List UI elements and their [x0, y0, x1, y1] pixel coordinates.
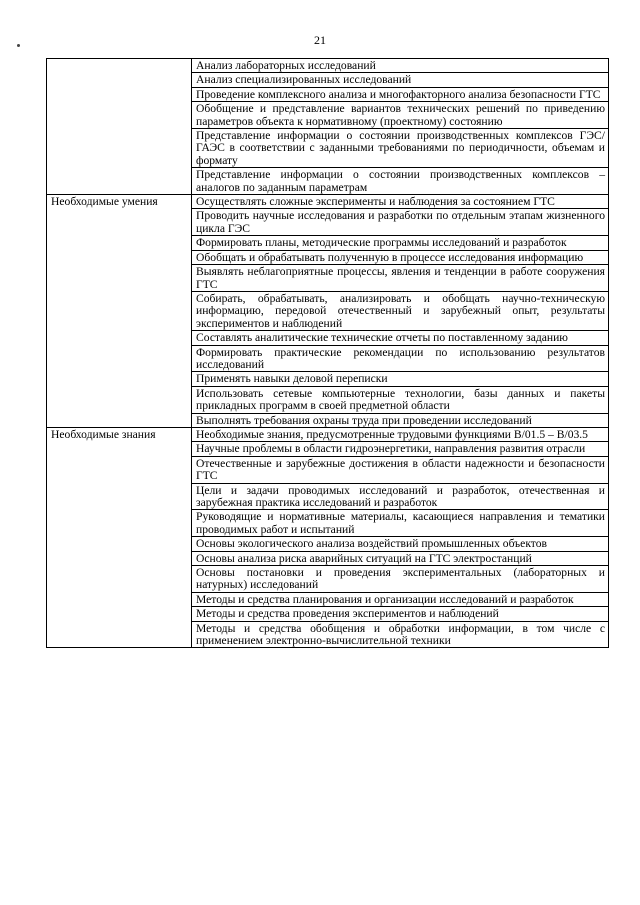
requirement-item: Составлять аналитические технические отчеты по поставленному заданию — [192, 331, 609, 345]
requirement-item: Основы экологического анализа воздействий промышленных объектов — [192, 537, 609, 551]
requirement-item: Методы и средства проведения экспериментов и наблюдений — [192, 607, 609, 621]
requirement-item: Методы и средства планирования и организации исследований и разработок — [192, 592, 609, 606]
requirement-item: Основы анализа риска аварийных ситуаций на ГТС электростанций — [192, 551, 609, 565]
requirement-item: Проводить научные исследования и разработки по отдельным этапам жизненного цикла ГЭС — [192, 209, 609, 236]
table-row — [47, 427, 609, 441]
requirement-item: Собирать, обрабатывать, анализировать и обобщать научно-техническую информацию, передовой отечественный и зарубежный опыт, результаты экспериментов и наблюдений — [192, 291, 609, 330]
requirement-item: Обобщать и обрабатывать полученную в процессе исследования информацию — [192, 250, 609, 264]
requirement-item: Формировать планы, методические программы исследований и разработок — [192, 236, 609, 250]
requirement-item: Методы и средства обобщения и обработки информации, в том числе с применением электронно-вычислительной техники — [192, 621, 609, 648]
requirement-item: Представление информации о состоянии производственных комплексов – аналогов по заданным параметрам — [192, 168, 609, 195]
requirement-item: Осуществлять сложные эксперименты и наблюдения за состоянием ГТС — [192, 195, 609, 209]
requirement-item: Формировать практические рекомендации по использованию результатов исследований — [192, 345, 609, 372]
requirement-item: Выявлять неблагоприятные процессы, явления и тенденции в работе сооружения ГТС — [192, 265, 609, 292]
requirement-item: Выполнять требования охраны труда при проведении исследований — [192, 413, 609, 427]
requirement-item: Научные проблемы в области гидроэнергетики, направления развития отрасли — [192, 442, 609, 456]
requirement-item: Использовать сетевые компьютерные технологии, базы данных и пакеты прикладных программ в своей предметной области — [192, 386, 609, 413]
requirement-item: Обобщение и представление вариантов технических решений по приведению параметров объекта к нормативному (проектному) состоянию — [192, 102, 609, 129]
requirement-item: Руководящие и нормативные материалы, касающиеся направления и тематики проводимых работ и испытаний — [192, 510, 609, 537]
table-row — [47, 59, 609, 73]
requirement-item: Основы постановки и проведения экспериментальных (лабораторных и натурных) исследований — [192, 566, 609, 593]
scan-mark — [17, 44, 20, 47]
requirement-item: Отечественные и зарубежные достижения в области надежности и безопасности ГТС — [192, 456, 609, 483]
requirement-item: Анализ лабораторных исследований — [192, 59, 609, 73]
section-label: Необходимые знания — [47, 427, 192, 648]
table-row — [47, 195, 609, 209]
section-label — [47, 59, 192, 195]
requirement-item: Применять навыки деловой переписки — [192, 372, 609, 386]
requirement-item: Цели и задачи проводимых исследований и разработок, отечественная и зарубежная практика исследований и разработок — [192, 483, 609, 510]
requirement-item: Представление информации о состоянии производственных комплексов ГЭС/ГАЭС в соответствии с заданными требованиями по периодичности, объемам и формату — [192, 129, 609, 168]
requirement-item: Анализ специализированных исследований — [192, 73, 609, 87]
requirements-table-body — [47, 59, 609, 648]
page-number: 21 — [314, 33, 326, 47]
requirement-item: Проведение комплексного анализа и многофакторного анализа безопасности ГТС — [192, 87, 609, 101]
requirement-item: Необходимые знания, предусмотренные трудовыми функциями B/01.5 – B/03.5 — [192, 427, 609, 441]
section-label: Необходимые умения — [47, 195, 192, 428]
requirements-table — [46, 58, 609, 648]
